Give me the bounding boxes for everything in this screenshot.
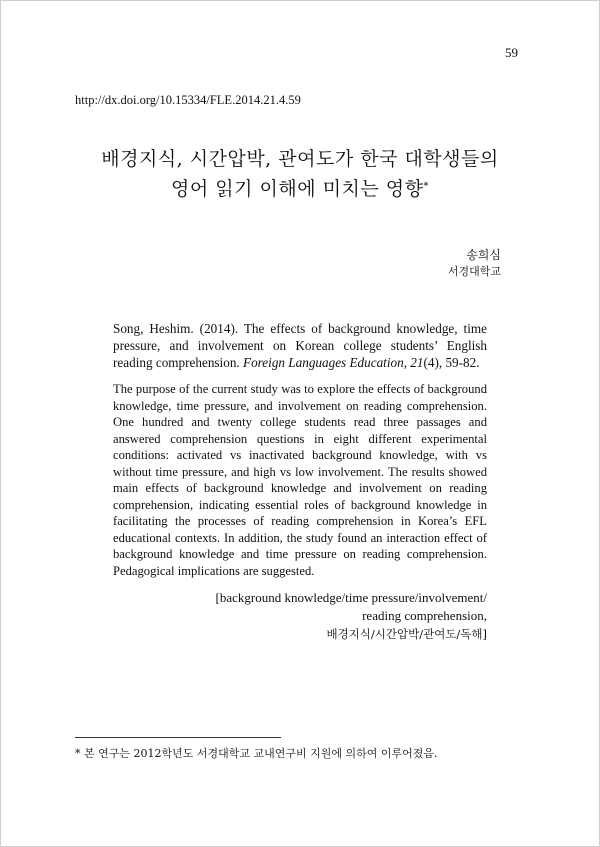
title-line-2 [60,174,540,204]
citation-issue-pages: (4), 59-82. [423,355,480,370]
footnote: * 본 연구는 2012학년도 서경대학교 교내연구비 지원에 의하여 이루어졌음. [75,747,438,760]
citation [113,320,487,371]
citation-main: Song, Heshim. (2014). The effects of background knowledge, time pressure, and involvement on Korean college students’ English reading comprehension. [113,321,487,370]
author-affiliation: 서경대학교 [447,265,501,278]
keywords-line-2: reading comprehension, [362,608,487,623]
title-line-2-text: 영어 읽기 이해에 미치는 영향 [171,178,424,200]
abstract: The purpose of the current study was to explore the effects of background knowledge, time pressure, and involvement on reading comprehension. One hundred and twenty college students read three passages and answered comprehension questions in eight different experimental conditions: activated vs inactivated background knowledge, with vs without time pressure, and high vs low involvement. The results showed main effects of background knowledge and involvement on reading comprehension, indicating essential roles of background knowledge in facilitating the processes of reading comprehension in Korea’s EFL educational contexts. In addition, the study found an interaction effect of background knowledge and time pressure on reading comprehension. Pedagogical implications are suggested. [113,382,487,578]
keywords [216,589,487,643]
citation-journal: Foreign Languages Education, 21 [243,355,424,370]
page-number: 59 [505,45,518,60]
author-name: 송희심 [466,248,501,262]
title-line-1: 배경지식, 시간압박, 관여도가 한국 대학생들의 [101,148,499,170]
footnote-divider [75,737,281,738]
keywords-line-3: 배경지식/시간압박/관여도/독해] [326,627,487,641]
keywords-line-1: [background knowledge/time pressure/involvement/ [215,590,487,605]
title-footnote-marker: * [423,181,429,192]
doi-link[interactable]: http://dx.doi.org/10.15334/FLE.2014.21.4.59 [75,93,301,107]
paper-title [60,144,540,204]
